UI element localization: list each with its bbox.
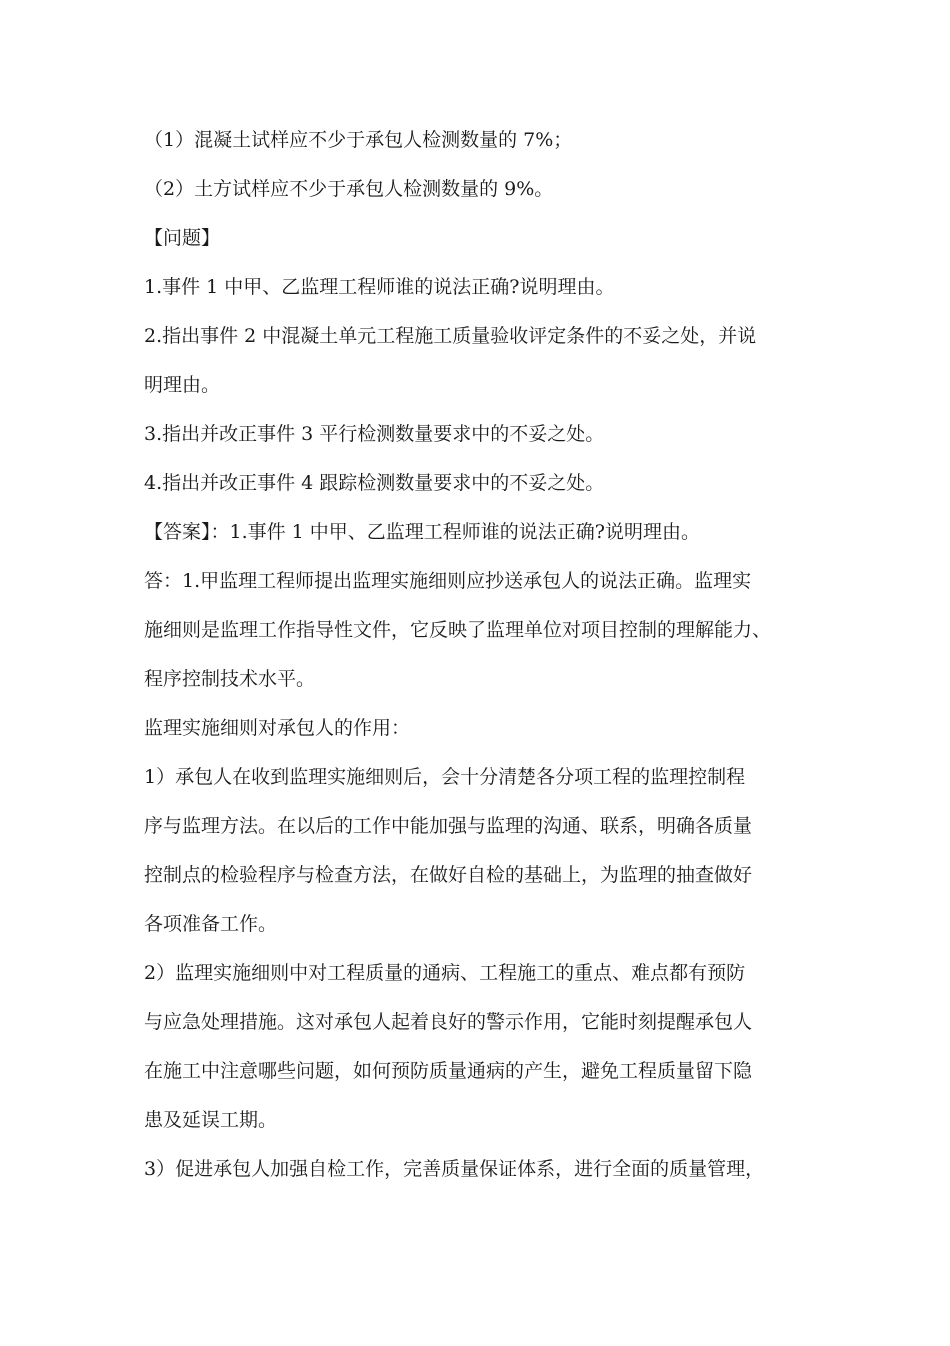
document-line: 2）监理实施细则中对工程质量的通病、工程施工的重点、难点都有预防 [144, 962, 746, 984]
document-line: （2）土方试样应不少于承包人检测数量的 9%。 [144, 178, 554, 200]
document-line: 程序控制技术水平。 [144, 668, 316, 690]
document-line: 序与监理方法。在以后的工作中能加强与监理的沟通、联系，明确各质量 [144, 815, 753, 837]
document-line: 控制点的检验程序与检查方法，在做好自检的基础上，为监理的抽查做好 [144, 864, 753, 886]
document-line: 1）承包人在收到监理实施细则后，会十分清楚各分项工程的监理控制程 [144, 766, 746, 788]
document-body [144, 122, 834, 1187]
document-line: （1）混凝土试样应不少于承包人检测数量的 7%； [144, 129, 573, 151]
document-line: 【答案】：1.事件 1 中甲、乙监理工程师谁的说法正确?说明理由。 [144, 521, 700, 543]
document-line: 2.指出事件 2 中混凝土单元工程施工质量验收评定条件的不妥之处，并说 [144, 325, 757, 347]
document-line: 1.事件 1 中甲、乙监理工程师谁的说法正确?说明理由。 [144, 276, 615, 298]
document-line: 4.指出并改正事件 4 跟踪检测数量要求中的不妥之处。 [144, 472, 605, 494]
document-line: 在施工中注意哪些问题，如何预防质量通病的产生，避免工程质量留下隐 [144, 1060, 753, 1082]
document-line: 答：1.甲监理工程师提出监理实施细则应抄送承包人的说法正确。监理实 [144, 570, 752, 592]
document-line: 与应急处理措施。这对承包人起着良好的警示作用，它能时刻提醒承包人 [144, 1011, 753, 1033]
document-line: 各项准备工作。 [144, 913, 278, 935]
document-line: 监理实施细则对承包人的作用： [144, 717, 411, 739]
document-line: 3）促进承包人加强自检工作，完善质量保证体系，进行全面的质量管理， [144, 1158, 765, 1180]
document-line: 施细则是监理工作指导性文件，它反映了监理单位对项目控制的理解能力、 [144, 619, 772, 641]
document-line: 【问题】 [144, 227, 221, 249]
document-line: 患及延误工期。 [144, 1109, 278, 1131]
document-line: 明理由。 [144, 374, 221, 396]
document-line: 3.指出并改正事件 3 平行检测数量要求中的不妥之处。 [144, 423, 605, 445]
